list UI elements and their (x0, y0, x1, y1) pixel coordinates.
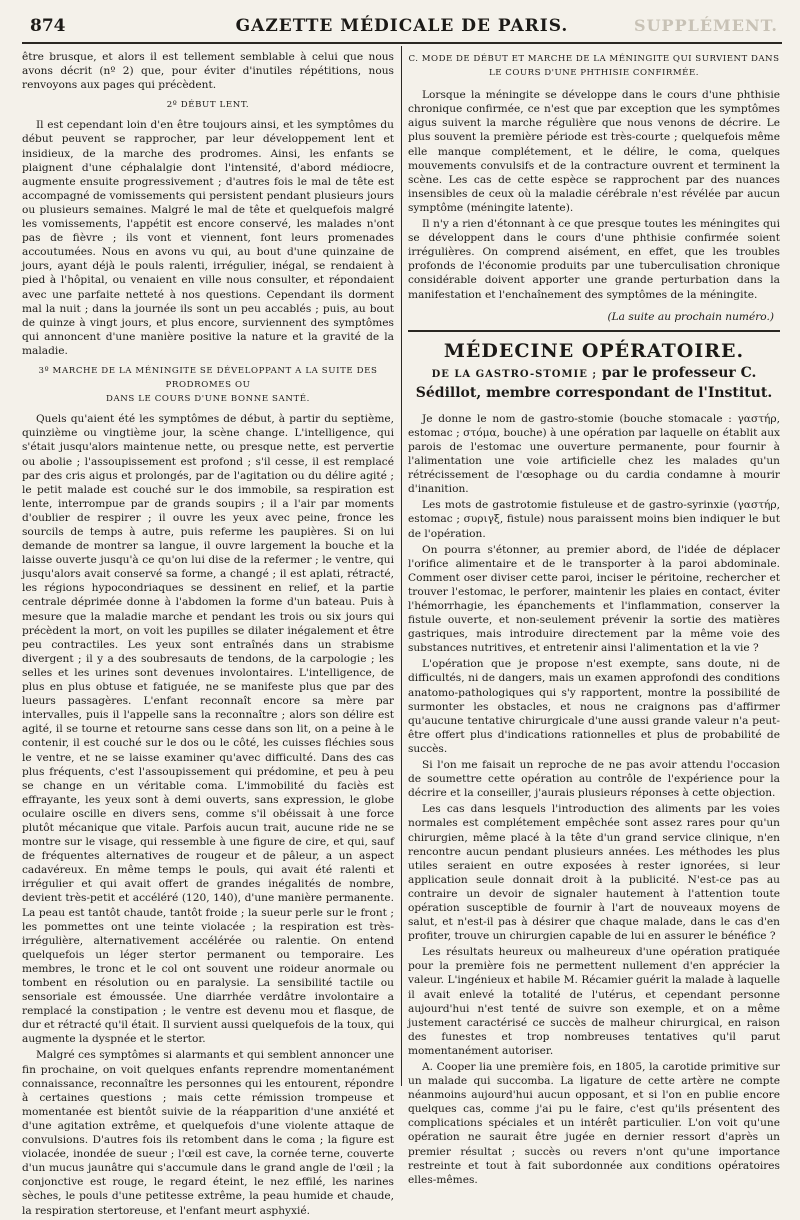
section-heading (22, 364, 394, 406)
paragraph: A. Cooper lia une première fois, en 1805, la carotide primitive sur un malade qui succomba. La ligature de cette artère ne compte néanmoins aujourd'hui aucun opposant, et si l'on en publie encore quelques cas, comme j'ai pu le faire, c'est qu'ils présentent des complications spéciales et un intérêt particulier. L'on voit qu'une opération ne saurait être jugée en dernier ressort d'après un premier résultat ; succès ou revers n'ont qu'une importance restreinte et tout à fait subordonnée aux conditions opératoires elles-mêmes. (408, 1061, 780, 1186)
paragraph: Si l'on me faisait un reproche de ne pas avoir attendu l'occasion de soumettre cette opération au contrôle de l'expérience pour la décrire et la conseiller, j'aurais plusieurs réponses à cette objection. (408, 759, 780, 800)
paragraph: L'opération que je propose n'est exempte, sans doute, ni de difficultés, ni de dangers, mais un examen approfondi des conditions anatomo-pathologiques qui s'y rapportent, montre la possibilité de surmonter les obstacles, et nous ne craignons pas d'affirmer qu'aucune tentative chirurgicale d'une aussi grande valeur n'a peut-être offert plus d'indications rationnelles et plus de probabilité de succès. (408, 658, 780, 755)
continuation-note: (La suite au prochain numéro.) (607, 310, 774, 323)
section-rule (408, 330, 780, 332)
paragraph: Les résultats heureux ou malheureux d'une opération pratiquée pour la première fois ne permettent nullement d'en apprécier la valeur. L'ingénieux et habile M. Récamier guérit la malade à laquelle il avait enlevé la totalité de l'utérus, et cependant personne aujourd'hui n'est tenté de suivre son exemple, et on a même justement caractérisé ce succès de malheur chirurgical, en raison des funestes et trop nombreuses tentatives qu'il parut momentanément autoriser. (408, 946, 780, 1057)
header-rule (22, 42, 782, 44)
page-header (22, 14, 782, 40)
paragraph: Les cas dans lesquels l'introduction des aliments par les voies normales est complétement empêchée sont assez rares pour qu'un chirurgien, même placé à la tête d'un grand service clinique, n'en rencontre aucun pendant plusieurs années. Les méthodes les plus utiles seraient en outre exposées à rester ignorées, si leur application seule donnait droit à la publicité. N'est-ce pas au contraire un devoir de signaler hautement à l'attention toute opération susceptible de fournir à l'art de nouveaux moyens de salut, et n'est-il pas à désirer que chaque malade, dans le cas d'en profiter, trouve un chirurgien capable de lui en assurer le bénéfice ? (408, 803, 780, 943)
section-heading: C. MODE DE DÉBUT ET MARCHE DE LA MÉNINGITE QUI SURVIENT DANS LE COURS D'UNE PHTHISIE CONFIRMÉE. (408, 54, 780, 79)
paragraph: Quels qu'aient été les symptômes de début, à partir du septième, quinzième ou vingtième jour, la scène change. L'intelligence, qui s'était jusqu'alors maintenue nette, ou presque nette, est pervertie ou abolie ; l'assoupissement est profond ; s'il cesse, il est remplacé par des cris aigus et prolongés, par de l'agitation ou du délire agité ; le petit malade est couché sur le dos immobile, sa respiration est lente, interrompue par de grands soupirs ; il a l'air par moments d'oublier de respirer ; il ouvre les yeux avec peine, fronce les sourcils de temps à autre, puis referme les paupières. Si on lui demande de montrer sa langue, il ouvre largement la bouche et la laisse ouverte jusqu'à ce qu'on lui dise de la refermer ; le ventre, qui jusqu'alors avait conservé sa forme, a changé ; il est aplati, rétracté, les régions hypocondriaques se dessinent en relief, et la partie centrale déprimée donne à l'abdomen la forme d'un bateau. Puis à mesure que la maladie marche et pendant les trois ou six jours qui précèdent la mort, on voit les pupilles se dilater inégalement et être peu contractiles. Les yeux sont entraînés dans un strabisme divergent ; il y a des soubresauts de tendons, de la carpologie ; les selles et les urines sont devenues involontaires. L'intelligence, de plus en plus obtuse et fatiguée, ne se manifeste plus que par des lueurs passagères. L'enfant reconnaît encore sa mère par intervalles, puis il l'appelle sans la reconnaître ; alors son délire est agité, il se tourne et retourne sans cesse dans son lit, on a peine à le contenir, il est couché sur le dos ou le côté, les cuisses fléchies sous le ventre, et ne se laisse examiner qu'avec difficulté. Dans des cas plus fréquents, c'est l'assoupissement qui prédomine, et peu à peu se change en un véritable coma. L'immobilité du faciès est effrayante, les yeux sont à demi ouverts, sans expression, le globe oculaire oscille en divers sens, comme s'il obéissait à une force plutôt mécanique que vitale. Parfois aucun trait, aucune ride ne se montre sur le visage, qui ressemble à une figure de cire, et qui, sauf de fréquentes alternatives de rougeur et de pâleur, a un aspect cadavéreux. En même temps le pouls, qui avait été ralenti et irrégulier et qui avait offert de grandes inégalités de nombre, devient très-petit et accéléré (120, 140), d'une manière permanente. La peau est tantôt chaude, tantôt froide ; la sueur perle sur le front ; les pommettes ont une teinte violacée ; la respiration est très-irrégulière, alternativement accélérée ou ralentie. On entend quelquefois un léger stertor permanent ou temporaire. Les membres, le tronc et le col ont souvent une roideur anormale ou tombent en résolution ou en paralysie. La sensibilité tactile ou sensoriale est émoussée. Une diarrhée verdâtre involontaire a remplacé la constipation ; le ventre est devenu mou et flasque, de dur et rétracté qu'il était. Il survient aussi quelquefois de la toux, qui augmente la dyspnée et le stertor. (22, 413, 395, 1046)
paragraph: Lorsque la méningite se développe dans le cours d'une phthisie chronique confirmée, ce n'est que par exception que les symptômes aigus suivent la marche régulière que nous venons de décrire. Le plus souvent la première période est très-courte ; quelquefois même elle manque complétement, et le délire, le coma, quelques mouvements convulsifs et de la contracture ouvrent et terminent la scène. Les cas de cette espèce se rapprochent par des nuances insensibles de ceux où la maladie cérébrale n'est révélée par aucun symptôme (méningite latente). (408, 89, 780, 214)
article-title-prefix: DE LA GASTRO-STOMIE ; (431, 368, 598, 380)
section-heading-line: DANS LE COURS D'UNE BONNE SANTÉ. (105, 394, 311, 405)
article-title-rest: par le professeur C. Sédillot, membre correspondant de l'Institut. (415, 364, 773, 401)
bleed-through-header: SUPPLÉMENT. (634, 16, 778, 35)
paragraph: Il n'y a rien d'étonnant à ce que presque toutes les méningites qui se développent dans le cours d'une phthisie confirmée soient irrégulières. On comprend aisément, en effet, que les troubles profonds de l'économie produits par une tuberculisation chronique considérable doivent apporter une grande perturbation dans la manifestation et l'enchaînement des symptômes de la méningite. (408, 218, 780, 301)
paragraph: On pourra s'étonner, au premier abord, de l'idée de déplacer l'orifice alimentaire et de le transporter à la paroi abdominale. Comment oser diviser cette paroi, inciser le péritoine, rechercher et trouver l'estomac, le perforer, maintenir les plaies en contact, éviter l'hémorrhagie, les épanchements et l'inflammation, conserver la fistule ouverte, et non-seulement prévenir la sortie des matières gastriques, mais introduire directement par la même voie des substances nutritives, et entretenir ainsi l'alimentation et la vie ? (408, 543, 780, 655)
column-divider (401, 46, 402, 1086)
section-title: MÉDECINE OPÉRATOIRE. (443, 339, 745, 362)
left-column (22, 50, 394, 1220)
section-heading-line: 3º MARCHE DE LA MÉNINGITE SE DÉVELOPPANT A LA SUITE DES PRODROMES OU (38, 365, 378, 391)
right-column (408, 50, 780, 1189)
page-number: 874 (30, 16, 66, 36)
section-heading: 2º DÉBUT LENT. (166, 100, 250, 111)
article-title (408, 364, 780, 402)
paragraph: Il est cependant loin d'en être toujours ainsi, et les symptômes du début peuvent se rapprocher, par leur développement lent et insidieux, de la marche des prodromes. Ainsi, les enfants se plaignent d'une céphalalgie dont l'intensité, d'abord médiocre, augmente ensuite progressivement ; d'autres fois le mal de tête est accompagné de vomissements qui persistent pendant plusieurs jours ou plusieurs semaines. Malgré le mal de tête et quelquefois malgré les vomissements, l'appétit est encore conservé, les malades n'ont pas de fièvre ; ils vont et viennent, font leurs promenades accoutumées. Nous en avons vu qui, au bout d'une quinzaine de jours, ayant déjà le pouls ralenti, irrégulier, inégal, se rendaient à pied à l'hôpital, ou venaient en ville nous consulter, et répondaient avec une parfaite netteté à nos questions. Cependant ils dorment mal la nuit ; dans la journée ils sont un peu accablés ; puis, au bout de quinze à vingt jours, et plus encore, surviennent des symptômes qui annoncent d'une manière positive la nature et la gravité de la maladie. (22, 119, 394, 357)
paragraph: Les mots de gastrotomie fistuleuse et de gastro-syrinxie (γαστήρ, estomac ; συριγξ, fistule) nous paraissent moins bien indiquer le but de l'opération. (408, 499, 780, 540)
paragraph: Malgré ces symptômes si alarmants et qui semblent annoncer une fin prochaine, on voit quelques enfants reprendre momentanément connaissance, reconnaître les personnes qui les entourent, répondre à certaines questions ; mais cette rémission trompeuse et momentanée est bientôt suivie de la réapparition d'une anxiété et d'une agitation extrême, et quelquefois d'une violente attaque de convulsions. D'autres fois ils retombent dans le coma ; la figure est violacée, inondée de sueur ; l'œil est cave, la cornée terne, couverte d'un mucus jaunâtre qui s'accumule dans le grand angle de l'œil ; la conjonctive est rouge, le regard éteint, le nez effilé, les narines sèches, le pouls d'une petitesse extrême, la peau humide et chaude, la respiration stertoreuse, et l'enfant meurt asphyxié. (22, 1049, 394, 1217)
publication-title: GAZETTE MÉDICALE DE PARIS. (235, 16, 569, 36)
paragraph: être brusque, et alors il est tellement semblable à celui que nous avons décrit (nº 2) que, pour éviter d'inutiles répétitions, nous renvoyons aux pages qui précèdent. (22, 51, 394, 92)
paragraph: Je donne le nom de gastro-stomie (bouche stomacale : γαστήρ, estomac ; στόμα, bouche) à une opération par laquelle on établit aux parois de l'estomac une ouverture permanente, pour fournir à l'alimentation une voie artificielle chez les malades qu'un rétrécissement de l'œsophage ou du cardia condamne à mourir d'inanition. (408, 412, 780, 496)
